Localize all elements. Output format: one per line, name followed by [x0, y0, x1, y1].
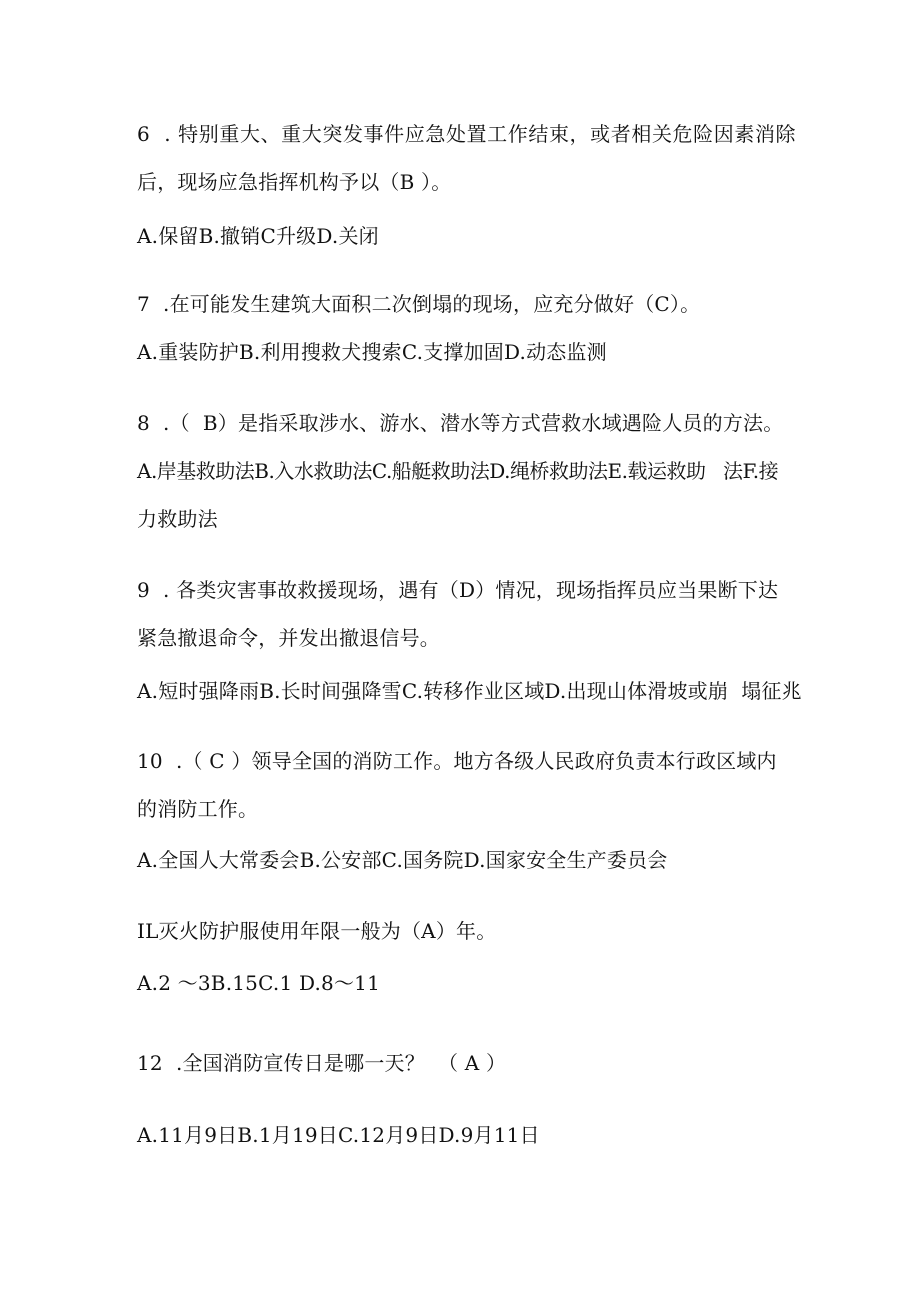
question-11-options: A.2 ～3B.15C.1 D.8～11: [137, 971, 380, 995]
question-7-options: A.重装防护B.利用搜救犬搜索C.支撑加固D.动态监测: [137, 340, 607, 364]
question-6-options: A.保留B.撤销C升级D.关闭: [137, 224, 379, 248]
question-12-line-1: 12 .全国消防宣传日是哪一天？ （ A ）: [137, 1051, 507, 1075]
question-8-options-line-1: A.岸基救助法B.入水救助法C.船艇救助法D.绳桥救助法E.载运救助 法F.接: [137, 459, 779, 483]
question-12-options: A.11月9日B.1月19日C.12月9日D.9月11日: [137, 1123, 540, 1147]
question-6-line-2: 后，现场应急指挥机构予以（B ）。: [137, 170, 452, 194]
question-10-line-2: 的消防工作。: [137, 797, 259, 821]
question-9-line-2: 紧急撤退命令，并发出撤退信号。: [137, 626, 440, 650]
question-10-options: A.全国人大常委会B.公安部C.国务院D.国家安全生产委员会: [137, 848, 668, 872]
question-6-line-1: 6 . 特别重大、重大突发事件应急处置工作结束，或者相关危险因素消除: [137, 122, 797, 146]
question-8-line-1: 8 .（ B）是指采取涉水、游水、潜水等方式营救水域遇险人员的方法。: [137, 411, 784, 435]
question-9-line-1: 9 . 各类灾害事故救援现场，遇有（D）情况，现场指挥员应当果断下达: [137, 578, 779, 602]
question-8-options-line-2: 力救助法: [137, 507, 218, 531]
question-7-line-1: 7 .在可能发生建筑大面积二次倒塌的现场，应充分做好（C）。: [137, 292, 701, 316]
question-9-options: A.短时强降雨B.长时间强降雪C.转移作业区域D.出现山体滑坡或崩 塌征兆: [137, 679, 802, 703]
question-10-line-1: 10 .（ C ）领导全国的消防工作。地方各级人民政府负责本行政区域内: [137, 749, 777, 773]
question-11-line-1: IL灭火防护服使用年限一般为（A）年。: [137, 919, 497, 943]
